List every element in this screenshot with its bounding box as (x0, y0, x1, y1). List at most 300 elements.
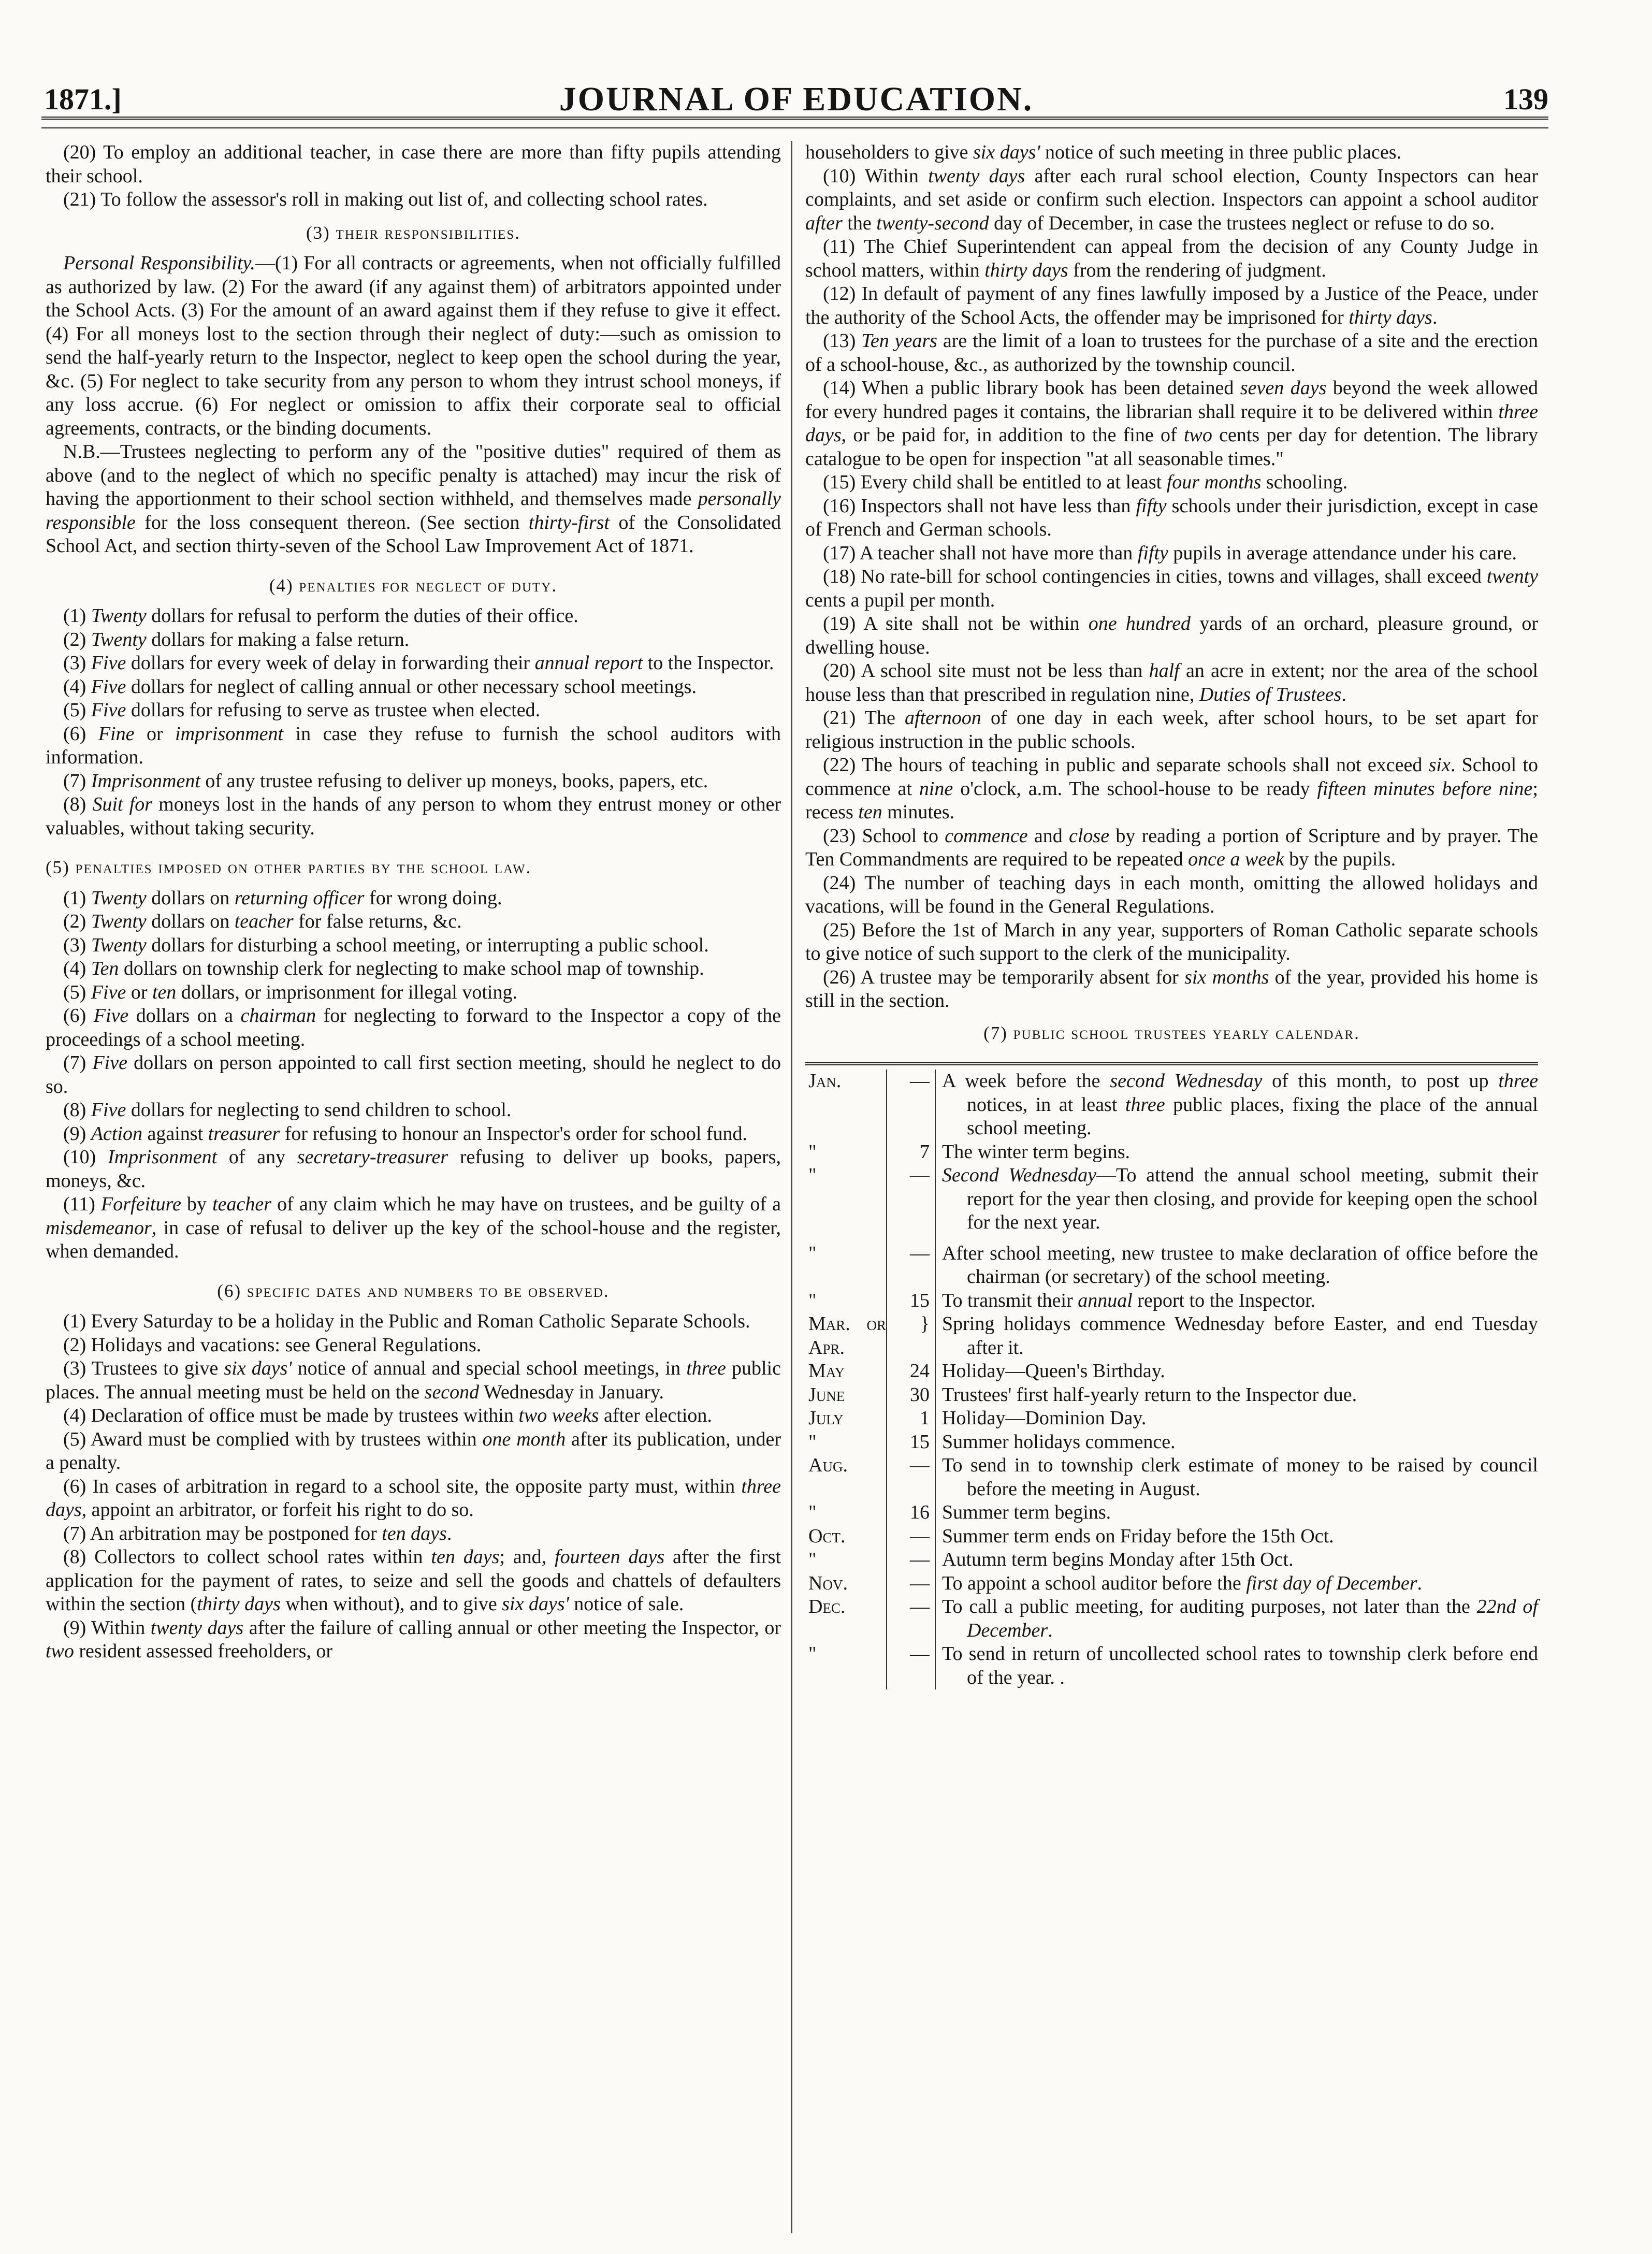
item-text: (25) Before the 1st of March in any year, supporters of Roman Catholic separate schools to give notice of such support to the clerk of the municipality. (805, 919, 1538, 964)
calendar-entry (935, 1595, 1538, 1642)
emphasis-text: three days (805, 400, 1538, 446)
column-divider (791, 141, 792, 2233)
item-text: . (446, 1522, 452, 1544)
calendar-entry (935, 1360, 1538, 1383)
calendar-entry (935, 1431, 1538, 1454)
calendar-month: " (805, 1140, 887, 1164)
item-text: dollars, or imprisonment for illegal voting. (176, 981, 517, 1003)
item-text: householders to give (805, 141, 974, 163)
emphasis-text: Action (91, 1122, 143, 1145)
emphasis-text: three (1125, 1093, 1165, 1116)
emphasis-text: Twenty (91, 934, 147, 956)
item-text: dollars on (146, 911, 235, 932)
calendar-month: " (805, 1548, 887, 1572)
calendar-row (805, 1454, 1538, 1501)
date-rule-item (805, 659, 1538, 706)
emphasis-text: Fine (98, 723, 135, 745)
item-text: Holiday—Dominion Day. (942, 1407, 1147, 1429)
emphasis-text: Five (91, 1099, 126, 1121)
date-rule-item (805, 919, 1538, 966)
emphasis-text: Twenty (91, 911, 147, 932)
emphasis-text: seven days (1240, 377, 1327, 399)
emphasis-text: Twenty (91, 628, 147, 651)
date-rule-item (805, 377, 1538, 471)
calendar-entry-text (942, 1164, 1538, 1235)
item-text: for wrong doing. (364, 887, 502, 909)
item-text: moneys lost in the hands of any person to whom they entrust money or other valuables, without taking security. (46, 793, 781, 839)
date-rule-item (46, 1616, 781, 1664)
calendar-row (805, 1525, 1538, 1549)
calendar-entry-text (942, 1140, 1538, 1164)
emphasis-text: thirty days (197, 1593, 281, 1615)
item-text: dollars for refusal to perform the duties of their office. (146, 605, 578, 627)
personal-responsibility-text: —(1) For all contracts or agreements, when not officially fulfilled as authorized by law. (2) For the award (if any against them) of arbitrators appointed under the School Acts. (3) For the amount of an award against them if they refuse to give it effect. (4) For all moneys lost to the section through their neglect of duty:—such as omission to send the half-yearly return to the Inspector, neglect to keep open the school during the year, &c. (5) For neglect to take security from any person to whom they intrust school moneys, if any loss accrue. (6) For neglect or omission to affix their corporate seal to official agreements, contracts, or the binding documents. (46, 252, 781, 439)
calendar-month: June (805, 1383, 887, 1407)
calendar-row (805, 1501, 1538, 1525)
emphasis-text: Five (91, 699, 126, 721)
item-text: (13) (823, 330, 862, 352)
calendar-month: Oct. (805, 1525, 887, 1549)
emphasis-text: Twenty (91, 605, 147, 627)
item-text: yards of an orchard, pleasure ground, or dwelling house. (805, 613, 1538, 658)
item-text: public places. The annual meeting must be held on the (46, 1357, 781, 1403)
calendar-month: " (805, 1164, 887, 1235)
emphasis-text: three (686, 1357, 726, 1379)
calendar-row (805, 1312, 1538, 1360)
item-text: Spring holidays commence Wednesday before Easter, and end Tuesday after it. (942, 1313, 1538, 1359)
left-column (46, 141, 781, 1664)
item-text: (3) (63, 652, 91, 674)
nota-bene (46, 440, 781, 558)
emphasis-text: ten (858, 801, 882, 823)
item-text: (6) (63, 1005, 94, 1027)
date-rule-item (805, 495, 1538, 542)
item-text: (4) (63, 958, 91, 979)
item-text: (10) Within (823, 165, 929, 187)
item-text: (19) A site shall not be within (823, 613, 1089, 634)
calendar-day: — (887, 1595, 935, 1642)
item-text: (11) The Chief Superintendent can appeal from the decision of any County Judge in school matters, within (805, 236, 1538, 281)
calendar-row (805, 1642, 1538, 1689)
emphasis-text: ten days (382, 1522, 447, 1544)
item-text: dollars on (146, 887, 235, 909)
item-text: To call a public meeting, for auditing purposes, not later than the (942, 1596, 1477, 1617)
item-text: . School to commence at (805, 754, 1538, 800)
item-text: report to the Inspector. (1132, 1289, 1316, 1311)
emphasis-text: one month (482, 1428, 566, 1450)
emphasis-text: Five (92, 1052, 127, 1074)
item-text: cents per day for detention. The library catalogue to be open for inspection "at all seasonable times." (805, 424, 1538, 470)
emphasis-text: twenty days (150, 1616, 244, 1639)
header-rule (41, 127, 1548, 128)
calendar-row (805, 1572, 1538, 1596)
item-text: the (842, 212, 877, 234)
calendar-day: — (887, 1070, 935, 1140)
item-text: (4) Declaration of office must be made by trustees within (63, 1405, 519, 1426)
calendar-month: " (805, 1431, 887, 1454)
emphasis-text: once a week (1188, 848, 1284, 870)
emphasis-text: ten (152, 981, 177, 1003)
emphasis-text: secretary-treasurer (297, 1146, 448, 1168)
calendar-entry (935, 1164, 1538, 1235)
item-text: for refusing to honour an Inspector's order for school fund. (280, 1122, 748, 1145)
calendar-day: 24 (887, 1360, 935, 1383)
calendar-rule (805, 1062, 1538, 1065)
header-year: 1871.] (44, 82, 122, 116)
calendar-day: — (887, 1572, 935, 1596)
item-text: (11) (63, 1193, 102, 1215)
item-text: dollars for neglect of calling annual or other necessary school meetings. (126, 675, 697, 698)
emphasis-text: Imprisonment (108, 1146, 218, 1168)
penalty-item (46, 1193, 781, 1264)
item-text: To send in to township clerk estimate of money to be raised by council before the meeting in August. (942, 1454, 1538, 1500)
item-text: (8) Collectors to collect school rates within (63, 1546, 431, 1568)
calendar-entry (935, 1289, 1538, 1313)
date-rule-item (805, 282, 1538, 329)
header-double-rule (41, 117, 1548, 120)
item-text: of this month, to post up (1262, 1070, 1499, 1092)
calendar-day: 1 (887, 1407, 935, 1431)
emphasis-text: two (46, 1640, 74, 1662)
item-text: dollars on a (128, 1005, 241, 1027)
item-text: (23) School to (823, 825, 945, 847)
item-text: To transmit their (942, 1289, 1078, 1311)
date-rule-item (46, 1545, 781, 1616)
emphasis-text: one hundred (1088, 613, 1191, 634)
emphasis-text: 22nd of December (967, 1596, 1538, 1641)
emphasis-text: ten days (431, 1546, 500, 1568)
emphasis-text: fourteen days (555, 1546, 665, 1568)
item-text: (18) No rate-bill for school contingencies in cities, towns and villages, shall exceed (823, 566, 1487, 587)
page-number: 139 (1503, 82, 1548, 116)
calendar-month: Jan. (805, 1070, 887, 1140)
calendar-day: } (887, 1312, 935, 1360)
item-text: (2) (63, 911, 91, 932)
penalty-item (46, 957, 781, 981)
item-text: (22) The hours of teaching in public and separate schools shall not exceed (823, 754, 1429, 776)
item-text: (5) (63, 981, 91, 1003)
item-text: . (1417, 1572, 1423, 1594)
emphasis-text: Second Wednesday (942, 1164, 1096, 1186)
nb-text-b: for the loss consequent thereon. (See section (135, 511, 529, 533)
calendar-month: " (805, 1289, 887, 1313)
item-text: after the failure of calling annual or other meeting the Inspector, or (243, 1616, 781, 1639)
item-text: After school meeting, new trustee to make declaration of office before the chairman (or secretary) of the school meeting. (942, 1242, 1538, 1288)
item-text: dollars for disturbing a school meeting, or interrupting a public school. (146, 934, 709, 956)
date-rule-item (805, 966, 1538, 1013)
calendar-row (805, 1360, 1538, 1383)
item-text: Summer holidays commence. (942, 1431, 1176, 1453)
calendar-day: 30 (887, 1383, 935, 1407)
nb-text-c: of the Consolidated School Act, and section thirty-seven of the School Law Improvement Act of 1871. (46, 511, 781, 557)
item-text: dollars for making a false return. (146, 628, 410, 651)
section-heading-penalties-neglect: (4) penalties for neglect of duty. (269, 575, 558, 596)
item-text: (7) (63, 1052, 93, 1074)
item-text: (5) (63, 699, 91, 721)
item-text: of one day in each week, after school hours, to be set apart for religious instruction in the public schools. (805, 707, 1539, 753)
penalty-item (46, 887, 781, 911)
calendar-month: " (805, 1642, 887, 1689)
emphasis-text: commence (945, 825, 1028, 847)
emphasis-text: thirty days (984, 259, 1068, 281)
section-heading-penalties-other: (5) penalties imposed on other parties by the school law. (46, 857, 532, 877)
item-text: minutes. (882, 801, 955, 823)
penalty-item (46, 628, 781, 652)
date-rule-item (805, 612, 1538, 659)
emphasis-text: teacher (234, 911, 294, 932)
item-text: (9) Within (63, 1616, 151, 1639)
item-text: Holiday—Queen's Birthday. (942, 1360, 1165, 1382)
emphasis-text: chairman (240, 1005, 316, 1027)
calendar-entry (935, 1572, 1538, 1596)
calendar-row (805, 1407, 1538, 1431)
item-text: schools under their jurisdiction, except in case of French and German schools. (805, 495, 1538, 540)
item-text: to the Inspector. (643, 652, 774, 674)
item-text: (1) Every Saturday to be a holiday in the Public and Roman Catholic Separate Schools. (63, 1310, 750, 1332)
item-text: . (1432, 306, 1438, 328)
penalty-item (46, 1146, 781, 1193)
emphasis-text: two weeks (518, 1405, 599, 1426)
personal-responsibility-lead: Personal Responsibility. (63, 252, 255, 274)
item-text: (15) Every child shall be entitled to at least (823, 471, 1167, 493)
calendar-entry (935, 1242, 1538, 1289)
date-rule-item (46, 1334, 781, 1357)
emphasis-text: fifty (1137, 542, 1168, 564)
calendar-entry (935, 1140, 1538, 1164)
date-rule-item (805, 235, 1538, 282)
item-text: by (181, 1193, 213, 1215)
item-text: (3) (63, 934, 91, 956)
emphasis-text: thirty days (1349, 306, 1432, 328)
date-rule-item (46, 1357, 781, 1404)
item-text: Wednesday in January. (479, 1381, 664, 1403)
calendar-row (805, 1431, 1538, 1454)
calendar-month: July (805, 1407, 887, 1431)
emphasis-text: three days (46, 1475, 781, 1521)
item-text: for neglecting to forward to the Inspector a copy of the proceedings of a school meeting. (46, 1005, 781, 1050)
calendar-entry (935, 1312, 1538, 1360)
emphasis-text: Five (91, 981, 126, 1003)
item-text: A week before the (942, 1070, 1110, 1092)
item-text: (16) Inspectors shall not have less than (823, 495, 1136, 517)
item-text: of any claim which he may have on trustees, and be guilty of a (271, 1193, 781, 1215)
date-rule-item (805, 706, 1538, 754)
calendar-month: " (805, 1242, 887, 1289)
emphasis-text: imprisonment (175, 723, 284, 745)
penalty-item (46, 1122, 781, 1146)
calendar-day: 15 (887, 1431, 935, 1454)
item-text: (21) The (823, 707, 905, 729)
specific-dates-list (46, 1310, 781, 1664)
emphasis-text: Five (91, 675, 126, 698)
item-text: pupils in average attendance under his care. (1168, 542, 1517, 564)
calendar-row (805, 1140, 1538, 1164)
item-text: (24) The number of teaching days in each month, omitting the allowed holidays and vacations, will be found in the General Regulations. (805, 872, 1538, 917)
penalty-item (46, 1099, 781, 1122)
item-text: by reading a portion of Scripture and by prayer. The Ten Commandments are required to be repeated (805, 825, 1538, 870)
date-rule-item (46, 1522, 781, 1546)
item-text: in case they refuse to furnish the school auditors with information. (46, 723, 781, 768)
calendar-entry (935, 1501, 1538, 1525)
calendar-entry (935, 1642, 1538, 1689)
item-text: after its publication, under a penalty. (46, 1428, 781, 1473)
right-column (805, 141, 1538, 1689)
nb-italic-b: thirty-first (528, 511, 610, 533)
emphasis-text: teacher (212, 1193, 272, 1215)
emphasis-text: four months (1166, 471, 1262, 493)
calendar-entry-text (942, 1360, 1538, 1383)
section-heading-responsibilities: (3) their responsibilities. (306, 222, 521, 243)
calendar-entry-text (942, 1407, 1538, 1431)
duty-21: (21) To follow the assessor's roll in making out list of, and collecting school rates. (63, 189, 708, 210)
emphasis-text: three (1498, 1070, 1538, 1092)
specific-dates-list-continued (805, 141, 1538, 1013)
emphasis-text: six days' (224, 1357, 292, 1379)
item-text: To appoint a school auditor before the (942, 1572, 1247, 1594)
item-text: ; recess (805, 777, 1538, 823)
calendar-day: — (887, 1548, 935, 1572)
item-text: (10) (63, 1146, 108, 1168)
calendar-entry (935, 1407, 1538, 1431)
item-text: public places, fixing the place of the annual school meeting. (967, 1093, 1538, 1139)
calendar-entry-text (942, 1642, 1538, 1689)
item-text: (8) (63, 1099, 91, 1121)
calendar-row (805, 1548, 1538, 1572)
calendar-entry (935, 1454, 1538, 1501)
calendar-entry (935, 1383, 1538, 1407)
item-text: Summer term ends on Friday before the 15th Oct. (942, 1525, 1334, 1547)
emphasis-text: Imprisonment (91, 770, 200, 792)
emphasis-text: treasurer (208, 1122, 280, 1145)
item-text: (4) (63, 675, 91, 698)
calendar-day: — (887, 1164, 935, 1235)
calendar-entry-text (942, 1289, 1538, 1313)
calendar-row (805, 1595, 1538, 1642)
item-text: of any (217, 1146, 297, 1168)
penalty-item (46, 981, 781, 1005)
date-rule-item (805, 565, 1538, 612)
penalties-other-list (46, 887, 781, 1264)
penalty-item (46, 910, 781, 934)
personal-responsibility (46, 252, 781, 440)
item-text: , or be paid for, in addition to the fine of (841, 424, 1184, 446)
emphasis-text: six days' (502, 1593, 569, 1615)
trustees-calendar-table (805, 1070, 1538, 1689)
item-text: notice of sale. (569, 1593, 684, 1615)
calendar-row (805, 1242, 1538, 1289)
date-rule-item (805, 825, 1538, 872)
calendar-row (805, 1164, 1538, 1235)
penalty-item (46, 699, 781, 723)
emphasis-text: returning officer (234, 887, 365, 909)
calendar-entry-text (942, 1312, 1538, 1360)
calendar-row (805, 1070, 1538, 1140)
item-text: (1) (63, 887, 91, 909)
item-text: The winter term begins. (942, 1140, 1131, 1163)
date-rule-item (805, 542, 1538, 566)
calendar-month: Mar. or Apr. (805, 1312, 887, 1360)
penalty-item (46, 1004, 781, 1051)
item-text: dollars for every week of delay in forwarding their (126, 652, 535, 674)
item-text: , appoint an arbitrator, or forfeit his right to do so. (81, 1499, 474, 1521)
emphasis-text: half (1149, 660, 1180, 682)
item-text: after the first application for the payment of rates, to seize and sell the goods and chattels of defaulters within the section ( (46, 1546, 781, 1615)
date-rule-item (46, 1475, 781, 1522)
item-text: o'clock, a.m. The school-house to be ready (953, 777, 1317, 800)
emphasis-text: Twenty (91, 887, 147, 909)
calendar-entry-text (942, 1070, 1538, 1140)
calendar-entry-text (942, 1431, 1538, 1454)
emphasis-text: Ten (91, 958, 119, 979)
penalties-neglect-list (46, 604, 781, 840)
calendar-day: 7 (887, 1140, 935, 1164)
calendar-row (805, 1289, 1538, 1313)
item-text: an acre in extent; nor the area of the school house less than that prescribed in regulation nine, (805, 660, 1539, 705)
emphasis-text: annual report (534, 652, 643, 674)
emphasis-text: annual (1078, 1289, 1133, 1311)
item-text: after each rural school election, County Inspectors can hear complaints, and set aside or confirm such election. Inspectors can appoint a school auditor (805, 165, 1538, 210)
item-text: notices, in at least (967, 1093, 1125, 1116)
penalty-item (46, 793, 781, 840)
penalty-item (46, 770, 781, 793)
emphasis-text: six (1428, 754, 1451, 776)
item-text: (2) (63, 628, 91, 651)
calendar-entry-text (942, 1548, 1538, 1572)
penalty-item (46, 723, 781, 770)
nb-text-a: N.B.—Trustees neglecting to perform any of the "positive duties" required of them as above (and to the neglect of which no specific penalty is attached) may incur the risk of having the apportionment to their school section withheld, and themselves made (46, 441, 781, 510)
section-heading-specific-dates: (6) specific dates and numbers to be observed. (217, 1280, 610, 1301)
item-text: (7) (63, 770, 91, 792)
calendar-month: Dec. (805, 1595, 887, 1642)
calendar-entry (935, 1070, 1538, 1140)
item-text: dollars on person appointed to call first section meeting, should he neglect to do so. (46, 1052, 781, 1097)
item-text: . (1341, 683, 1346, 705)
emphasis-text: twenty (1486, 566, 1538, 587)
calendar-day: 16 (887, 1501, 935, 1525)
penalty-item (46, 604, 781, 628)
item-text: resident assessed freeholders, or (74, 1640, 333, 1662)
item-text: (5) Award must be complied with by trustees within (63, 1428, 483, 1450)
date-rule-item (805, 165, 1538, 236)
item-text: when without), and to give (280, 1593, 502, 1615)
item-text: Summer term begins. (942, 1501, 1111, 1523)
item-text: (1) (63, 605, 91, 627)
date-rule-item (805, 471, 1538, 495)
emphasis-text: two (1183, 424, 1212, 446)
item-text: . (1048, 1619, 1053, 1641)
emphasis-text: Ten years (861, 330, 937, 352)
emphasis-text: afternoon (905, 707, 981, 729)
nb-italic-a: personally responsible (46, 488, 781, 533)
item-text: by the pupils. (1284, 848, 1396, 870)
calendar-month: May (805, 1360, 887, 1383)
emphasis-text: Forfeiture (101, 1193, 181, 1215)
item-text: (8) (63, 793, 93, 815)
item-text: against (142, 1122, 208, 1145)
emphasis-text: Five (91, 652, 126, 674)
item-text: (7) An arbitration may be postponed for (63, 1522, 382, 1544)
calendar-day: 15 (887, 1289, 935, 1313)
item-text: after election. (599, 1405, 712, 1426)
penalty-item (46, 675, 781, 699)
penalty-item (46, 934, 781, 958)
item-text: or (134, 723, 176, 745)
emphasis-text: second (424, 1381, 480, 1403)
item-text: dollars on township clerk for neglecting to make school map of township. (119, 958, 704, 979)
item-text: (9) (63, 1122, 91, 1145)
calendar-day: — (887, 1525, 935, 1549)
calendar-month: Nov. (805, 1572, 887, 1596)
